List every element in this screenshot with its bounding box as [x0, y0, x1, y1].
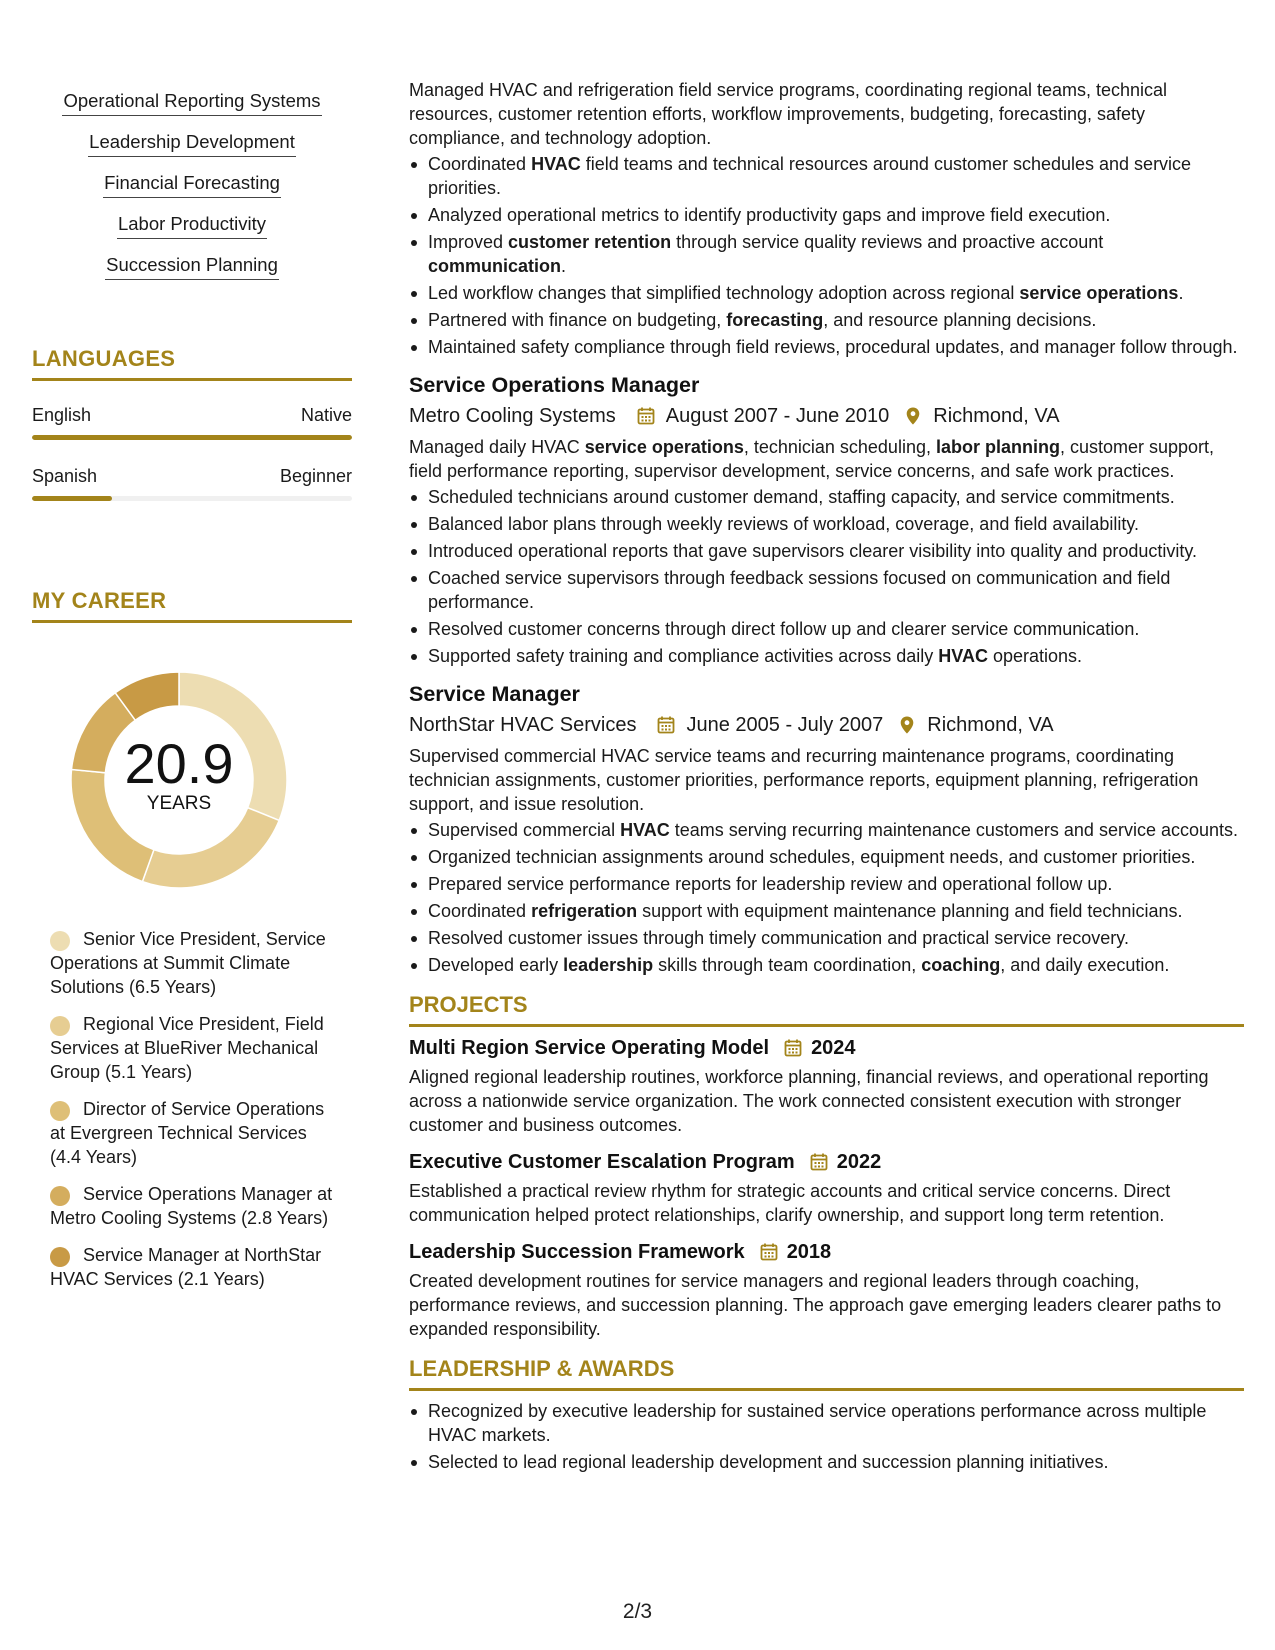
project-header [409, 1035, 1244, 1061]
career-legend-text: Senior Vice President, Service Operations at Summit Climate Solutions (6.5 Years) [50, 929, 326, 997]
bullet-item: Introduced operational reports that gave supervisors clearer visibility into quality and productivity. [409, 539, 1244, 563]
bullet-item: Organized technician assignments around schedules, equipment needs, and customer priorities. [409, 845, 1244, 869]
languages-section [32, 346, 352, 501]
job-company: Metro Cooling Systems [409, 405, 616, 427]
bullet-item: Resolved customer concerns through direct follow up and clearer service communication. [409, 617, 1244, 641]
skills-list [32, 89, 352, 280]
career-donut-chart [66, 667, 292, 893]
job-location: Richmond, VA [927, 714, 1054, 736]
awards-list [409, 1399, 1244, 1474]
bullet-item: Scheduled technicians around customer demand, staffing capacity, and service commitments. [409, 485, 1244, 509]
bullet-item: Led workflow changes that simplified technology adoption across regional service operations. [409, 281, 1244, 305]
job-title: Service Operations Manager [409, 373, 700, 397]
project-year: 2022 [836, 1151, 882, 1173]
bullet-item: Partnered with finance on budgeting, forecasting, and resource planning decisions. [409, 308, 1244, 332]
bullet-item: Supervised commercial HVAC teams serving recurring maintenance customers and service accounts. [409, 818, 1244, 842]
project-header [409, 1239, 1244, 1265]
bullet-item: Supported safety training and compliance activities across daily HVAC operations. [409, 644, 1244, 668]
career-legend-text: Regional Vice President, Field Services at BlueRiver Mechanical Group (5.1 Years) [50, 1014, 324, 1082]
language-item [32, 403, 352, 440]
skill-tag: Operational Reporting Systems [62, 89, 321, 116]
career-legend-item [50, 927, 340, 999]
language-proficiency-bar [32, 496, 352, 501]
language-proficiency-fill [32, 496, 112, 501]
job-bullets [409, 485, 1244, 668]
job-dates: August 2007 - June 2010 [665, 405, 890, 427]
languages-list [32, 403, 352, 501]
job-summary: Managed daily HVAC service operations, technician scheduling, labor planning, customer support, field performance reporting, supervisor development, service concerns, and safe work practices. [409, 437, 1215, 481]
calendar-icon [783, 1038, 803, 1058]
legend-dot-icon [50, 1186, 70, 1206]
bullet-item: Resolved customer issues through timely communication and practical service recovery. [409, 926, 1244, 950]
left-column [32, 86, 352, 1289]
project-description: Established a practical review rhythm for strategic accounts and critical service concerns. Direct communication helped protect relationships, clarify ownership, and support long term retention. [409, 1181, 1171, 1225]
section-divider [409, 1388, 1244, 1391]
language-name: Spanish [32, 466, 98, 486]
job-bullets [409, 818, 1244, 977]
calendar-icon [809, 1152, 829, 1172]
job-meta [409, 711, 1244, 739]
job-location: Richmond, VA [933, 405, 1060, 427]
experience-list [409, 371, 1244, 977]
awards-title: LEADERSHIP & AWARDS [409, 1356, 675, 1381]
career-legend-item [50, 1097, 340, 1169]
bullet-item: Balanced labor plans through weekly reviews of workload, coverage, and field availability. [409, 512, 1244, 536]
job-dates: June 2005 - July 2007 [686, 714, 884, 736]
section-divider [32, 378, 352, 381]
job-summary: Supervised commercial HVAC service teams and recurring maintenance programs, coordinating technician assignments, customer priorities, performance reports, equipment planning, refrigeration support, and issue resolution. [409, 746, 1199, 814]
page-number: 2/3 [622, 1600, 653, 1623]
right-column [409, 78, 1244, 1477]
languages-title: LANGUAGES [32, 346, 176, 371]
career-legend-text: Service Operations Manager at Metro Cooling Systems (2.8 Years) [50, 1184, 333, 1228]
language-header [32, 464, 352, 488]
career-legend-item [50, 1012, 340, 1084]
job-entry [409, 371, 1244, 668]
career-section [32, 588, 352, 1304]
career-legend-item [50, 1243, 340, 1291]
project-header [409, 1149, 1244, 1175]
legend-dot-icon [50, 1247, 70, 1267]
skill-tag: Succession Planning [105, 253, 279, 280]
legend-dot-icon [50, 1016, 70, 1036]
projects-list [409, 1035, 1244, 1341]
language-item [32, 464, 352, 501]
job-bullets [409, 152, 1244, 359]
career-title: MY CAREER [32, 588, 167, 613]
bullet-item: Recognized by executive leadership for sustained service operations performance across multiple HVAC markets. [409, 1399, 1244, 1447]
section-divider [409, 1024, 1244, 1027]
bullet-item: Coordinated refrigeration support with equipment maintenance planning and field technicians. [409, 899, 1244, 923]
calendar-icon [636, 406, 656, 426]
calendar-icon [656, 715, 676, 735]
bullet-item: Analyzed operational metrics to identify productivity gaps and improve field execution. [409, 203, 1244, 227]
language-level: Native [300, 405, 352, 425]
job-title: Service Manager [409, 682, 580, 706]
map-pin-icon [903, 406, 923, 426]
project-title: Leadership Succession Framework [409, 1241, 745, 1263]
map-pin-icon [897, 715, 917, 735]
bullet-item: Selected to lead regional leadership development and succession planning initiatives. [409, 1450, 1244, 1474]
section-divider [32, 620, 352, 623]
language-proficiency-bar [32, 435, 352, 440]
career-legend [50, 927, 340, 1291]
bullet-item: Developed early leadership skills through team coordination, coaching, and daily execution. [409, 953, 1244, 977]
project-description: Created development routines for service managers and regional leaders through coaching, performance reviews, and succession planning. The approach gave emerging leaders clearer paths to expanded responsibility. [409, 1271, 1222, 1339]
legend-dot-icon [50, 1101, 70, 1121]
bullet-item: Coordinated HVAC field teams and technical resources around customer schedules and service priorities. [409, 152, 1244, 200]
bullet-item: Improved customer retention through service quality reviews and proactive account communication. [409, 230, 1244, 278]
job-summary: Managed HVAC and refrigeration field service programs, coordinating regional teams, technical resources, customer retention efforts, workflow improvements, budgeting, forecasting, safety compliance, and technology adoption. [409, 80, 1168, 148]
skill-tag: Labor Productivity [117, 212, 267, 239]
legend-dot-icon [50, 931, 70, 951]
career-legend-text: Director of Service Operations at Evergreen Technical Services (4.4 Years) [50, 1099, 325, 1167]
language-header [32, 403, 352, 427]
project-year: 2018 [786, 1241, 832, 1263]
skill-tag: Leadership Development [88, 130, 296, 157]
career-legend-text: Service Manager at NorthStar HVAC Services (2.1 Years) [50, 1245, 322, 1289]
job-entry [409, 680, 1244, 977]
career-total-years: 20.9 [124, 732, 234, 795]
project-year: 2024 [811, 1037, 856, 1059]
language-level: Beginner [279, 466, 352, 486]
career-legend-item [50, 1182, 340, 1230]
language-proficiency-fill [32, 435, 352, 440]
skill-tag: Financial Forecasting [103, 171, 281, 198]
project-title: Multi Region Service Operating Model [409, 1037, 770, 1059]
bullet-item: Maintained safety compliance through field reviews, procedural updates, and manager follow through. [409, 335, 1244, 359]
projects-title: PROJECTS [409, 992, 528, 1017]
project-title: Executive Customer Escalation Program [409, 1151, 795, 1173]
bullet-item: Coached service supervisors through feedback sessions focused on communication and field performance. [409, 566, 1244, 614]
job-meta [409, 402, 1244, 430]
job-company: NorthStar HVAC Services [409, 714, 637, 736]
project-description: Aligned regional leadership routines, workforce planning, financial reviews, and operational reporting across a nationwide service organization. The work connected consistent execution with stronger customer and business outcomes. [409, 1067, 1209, 1135]
language-name: English [32, 405, 92, 425]
bullet-item: Prepared service performance reports for leadership review and operational follow up. [409, 872, 1244, 896]
calendar-icon [759, 1242, 779, 1262]
career-total-unit: YEARS [146, 793, 212, 814]
